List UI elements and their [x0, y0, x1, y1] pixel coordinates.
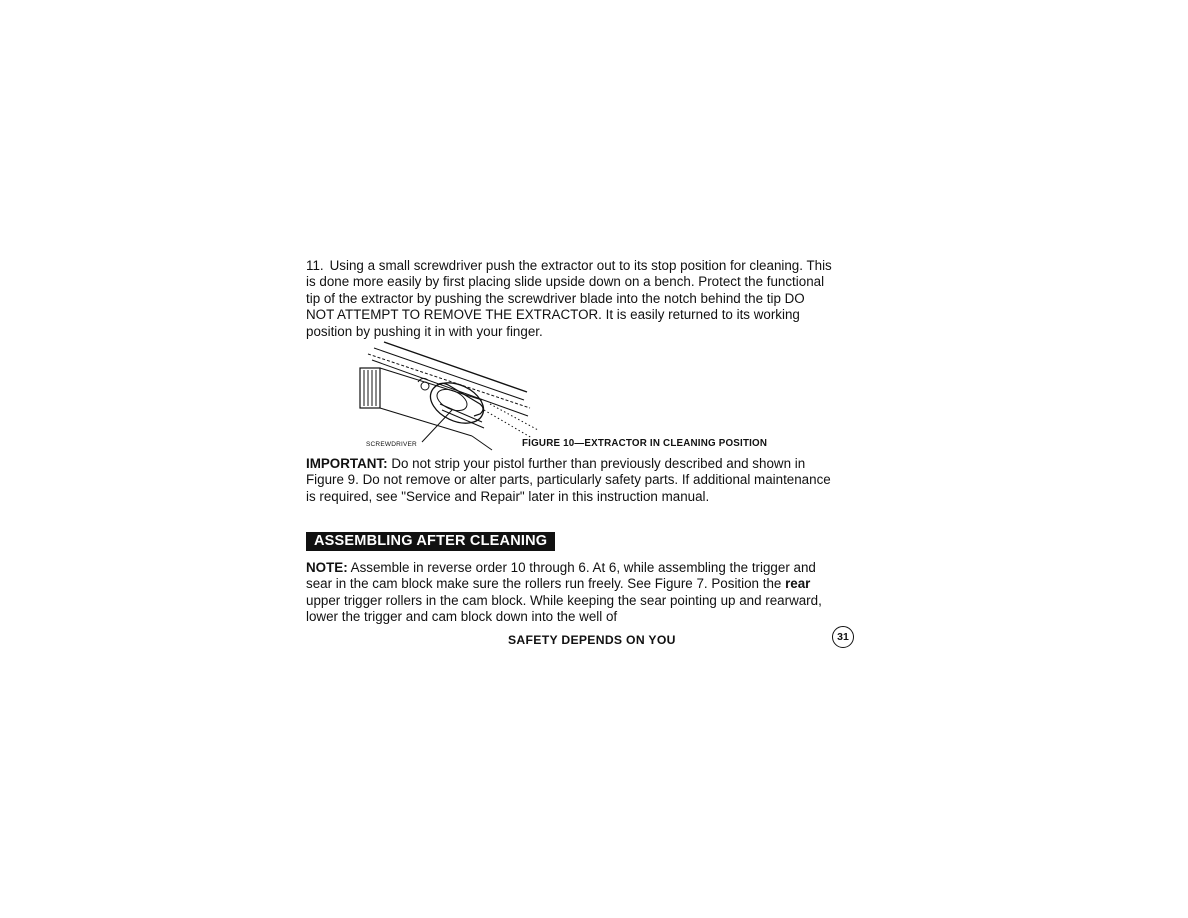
page-number-badge: 31 — [832, 626, 854, 648]
section-heading: ASSEMBLING AFTER CLEANING — [306, 532, 555, 551]
step-number: 11. — [306, 258, 324, 273]
important-label: IMPORTANT: — [306, 456, 388, 471]
note-label: NOTE: — [306, 560, 348, 575]
extractor-figure — [352, 338, 542, 453]
figure-caption: FIGURE 10—EXTRACTOR IN CLEANING POSITION — [522, 438, 768, 449]
important-text: Do not strip your pistol further than previously described and shown in Figure 9. Do not remove or alter parts, particularly safety parts. If additional maintenance is required, see "Service and Repair" later in this instruction manual. — [306, 456, 831, 504]
step-11-paragraph — [306, 258, 836, 340]
note-text-1: Assemble in reverse order 10 through 6. At 6, while assembling the trigger and sear in the cam block make sure the rollers run freely. See Figure 7. Position the — [306, 560, 816, 592]
important-paragraph — [306, 456, 836, 505]
screwdriver-label: SCREWDRIVER — [366, 441, 417, 448]
note-text-2: upper trigger rollers in the cam block. While keeping the sear pointing up and rearward, lower the trigger and cam block down into the well of — [306, 592, 822, 625]
note-paragraph — [306, 560, 836, 626]
step-11-text: Using a small screwdriver push the extractor out to its stop position for cleaning. This is done more easily by first placing slide upside down on a bench. Protect the functional tip of the extractor by pushing the screwdriver blade into the notch behind the tip DO NOT ATTEMPT TO REMOVE THE EXTRACTOR. It is easily returned to its working position by pushing it in with your finger. — [306, 258, 832, 339]
note-emphasis: rear — [785, 576, 811, 592]
footer-text: SAFETY DEPENDS ON YOU — [508, 633, 676, 647]
